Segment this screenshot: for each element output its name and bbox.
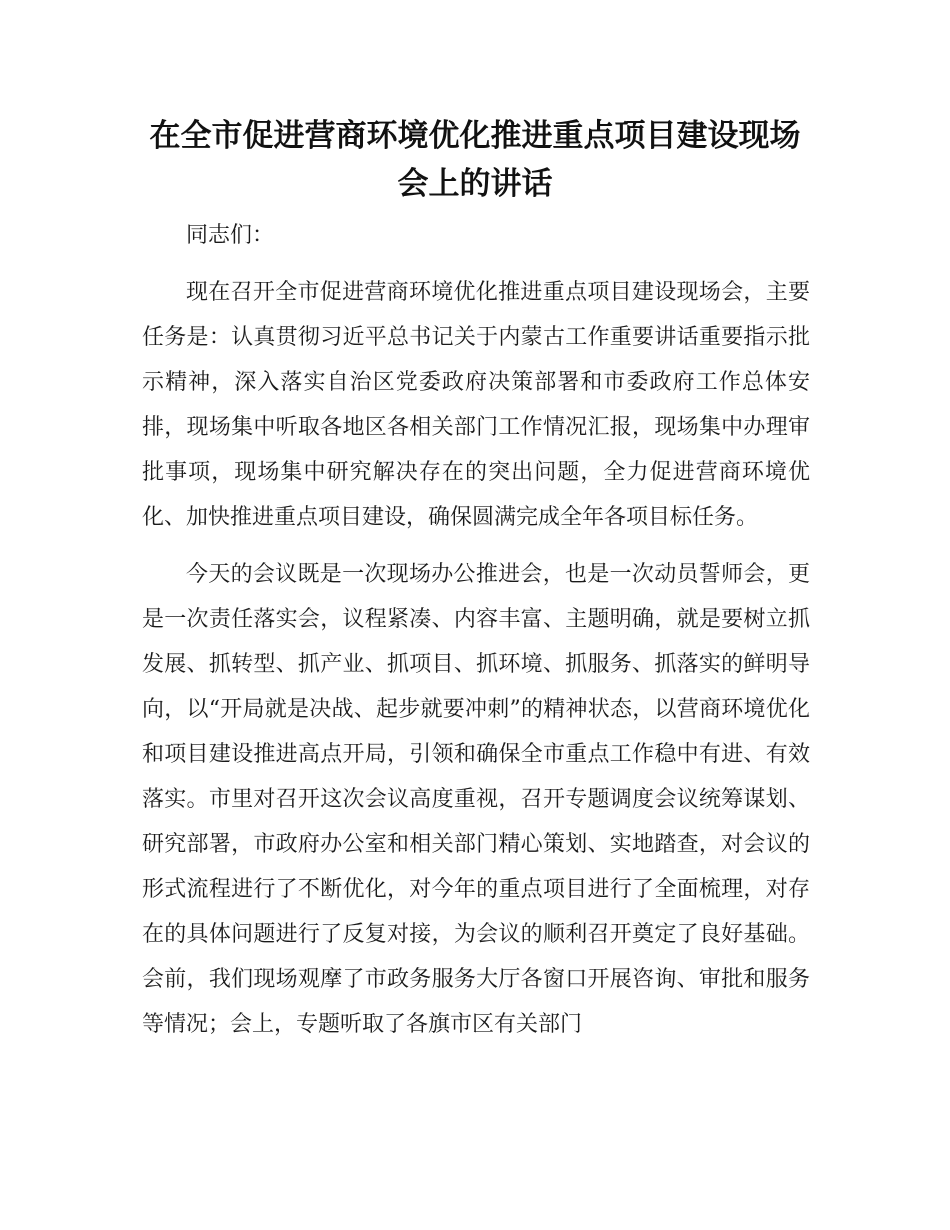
document-body (142, 213, 810, 1047)
paragraph-2: 今天的会议既是一次现场办公推进会，也是一次动员誓师会，更是一次责任落实会，议程紧凑、内容丰富、主题明确，就是要树立抓发展、抓转型、抓产业、抓项目、抓环境、抓服务、抓落实的鲜明导向，以“开局就是决战、起步就要冲刺”的精神状态，以营商环境优化和项目建设推进高点开局，引领和确保全市重点工作稳中有进、有效落实。市里对召开这次会议高度重视，召开专题调度会议统筹谋划、研究部署，市政府办公室和相关部门精心策划、实地踏查，对会议的形式流程进行了不断优化，对今年的重点项目进行了全面梳理，对存在的具体问题进行了反复对接，为会议的顺利召开奠定了良好基础。会前，我们现场观摩了市政务服务大厅各窗口开展咨询、审批和服务等情况；会上，专题听取了各旗市区有关部门 (142, 562, 810, 1037)
salutation: 同志们： (186, 223, 275, 248)
paragraph-1: 现在召开全市促进营商环境优化推进重点项目建设现场会，主要任务是：认真贯彻习近平总书记关于内蒙古工作重要讲话重要指示批示精神，深入落实自治区党委政府决策部署和市委政府工作总体安排，现场集中听取各地区各相关部门工作情况汇报，现场集中办理审批事项，现场集中研究解决存在的突出问题，全力促进营商环境优化、加快推进重点项目建设，确保圆满完成全年各项目标任务。 (142, 280, 810, 530)
document-title: 在全市促进营商环境优化推进重点项目建设现场会上的讲话 (149, 118, 801, 202)
